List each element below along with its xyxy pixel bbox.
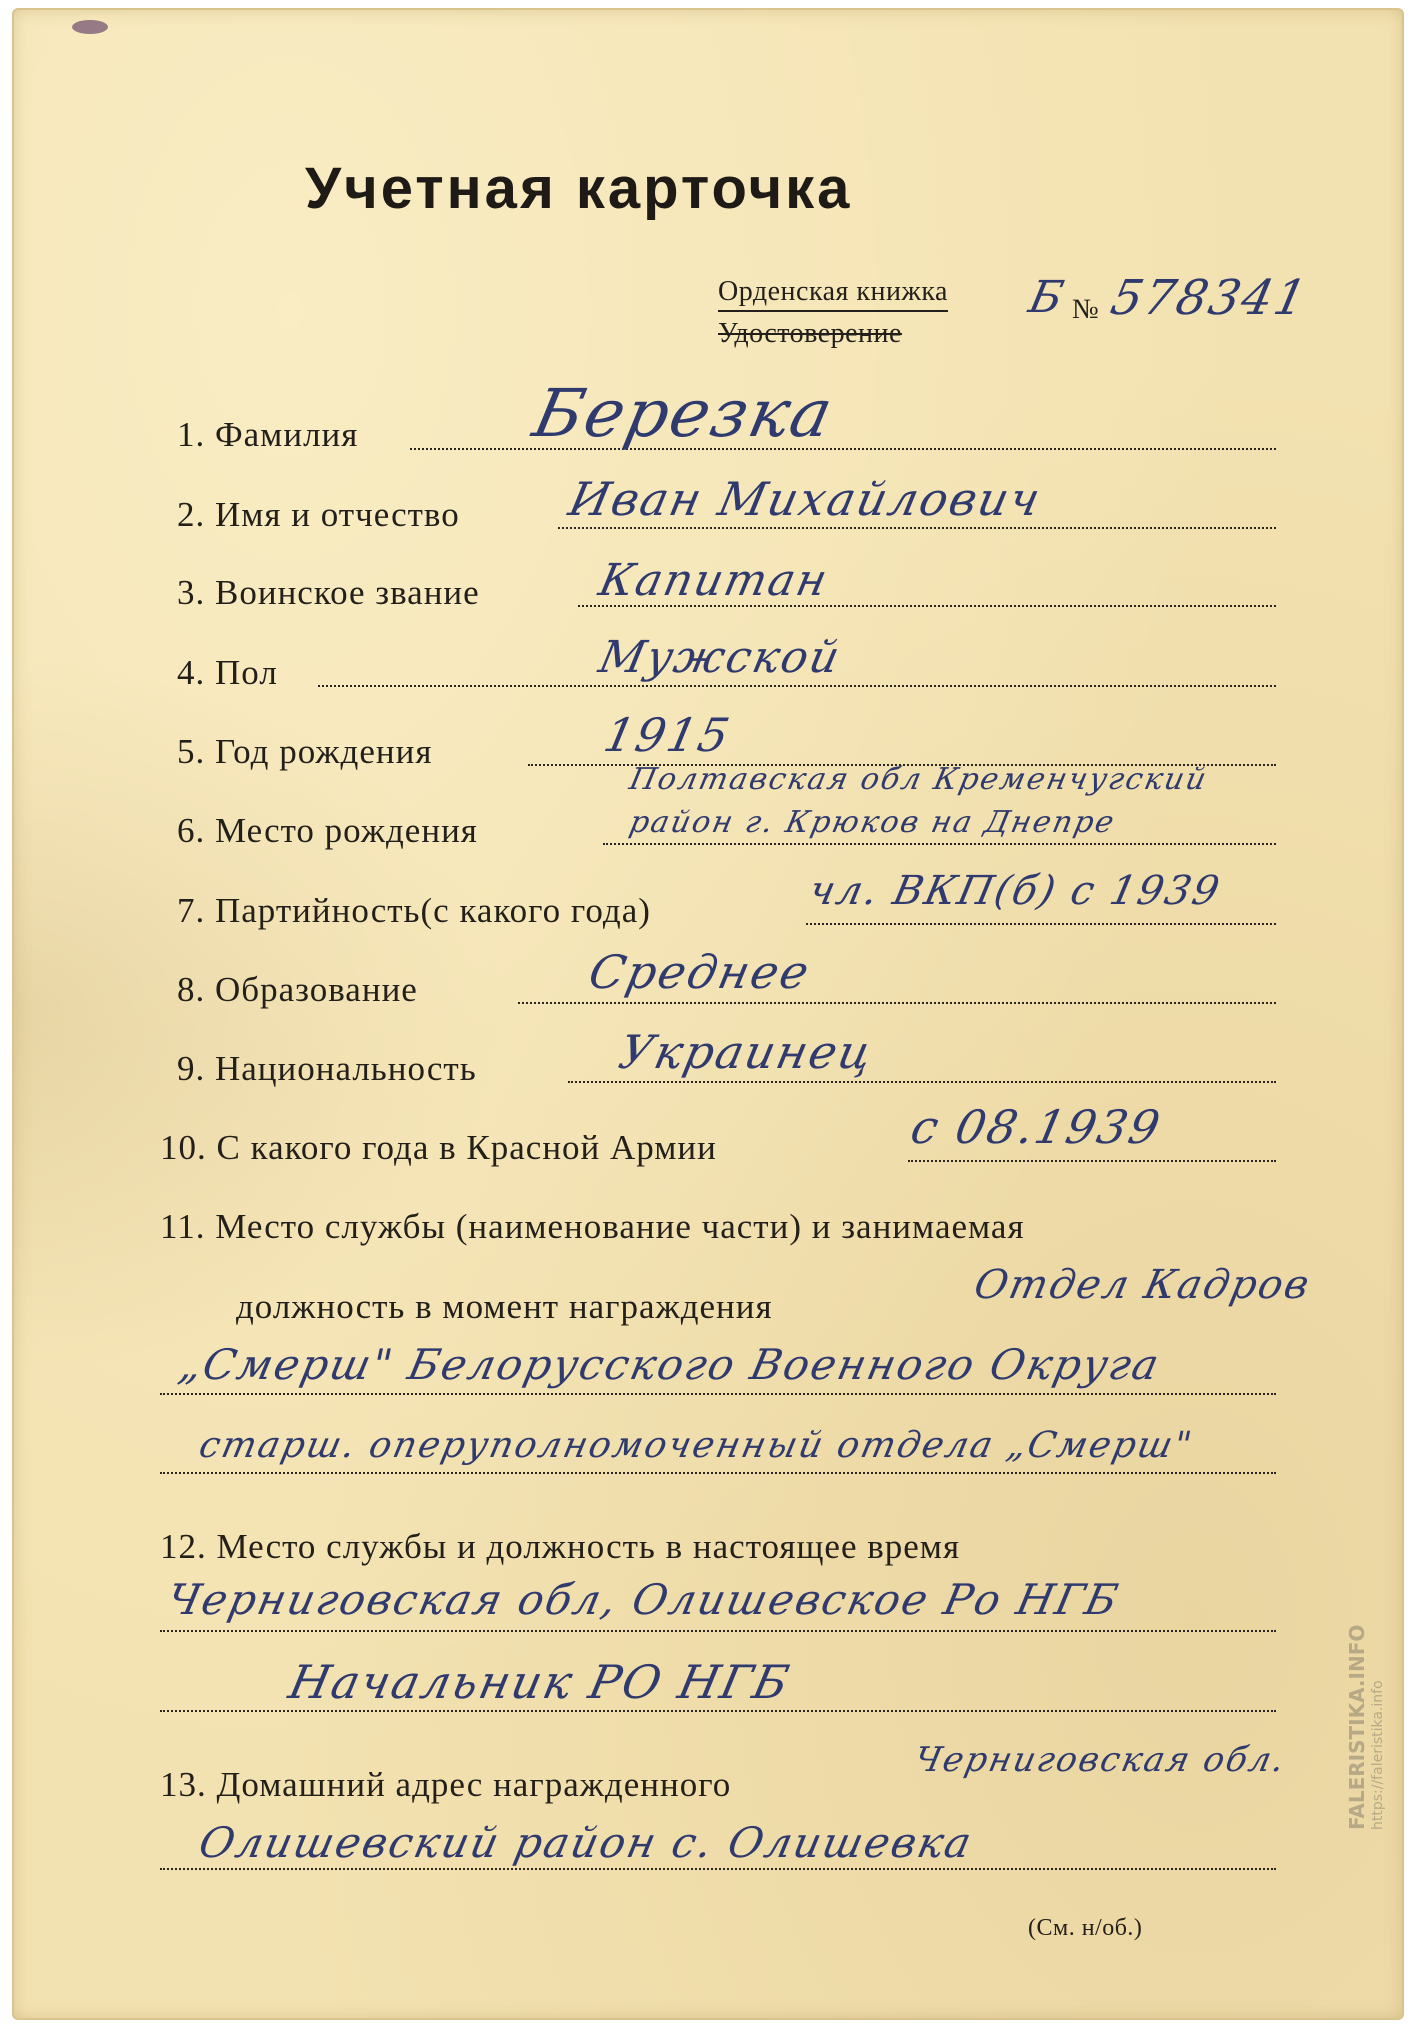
- field-sex-line: [318, 685, 1276, 687]
- field-rank-label: 3. Воинское звание: [177, 573, 480, 612]
- watermark-url: https://faleristika.info: [1370, 1680, 1386, 1830]
- number-sign: №: [1072, 294, 1100, 325]
- field-name-value: Иван Михайлович: [564, 472, 1047, 526]
- field-education-label: 8. Образование: [177, 970, 418, 1009]
- field-current-service-value-line2: Начальник РО НГБ: [284, 1655, 796, 1709]
- field-education-value: Среднее: [584, 945, 816, 999]
- field-army-since-value: с 08.1939: [906, 1100, 1167, 1154]
- field-name-label: 2. Имя и отчество: [177, 495, 460, 534]
- field-party-line: [806, 923, 1276, 925]
- field-service-value-line2: „Смерш" Белорусского Военного Округа: [174, 1340, 1165, 1389]
- booklet-series: Б: [1024, 272, 1070, 323]
- field-current-service-label: 12. Место службы и должность в настоящее время: [160, 1527, 961, 1566]
- field-surname-label: 1. Фамилия: [177, 415, 359, 454]
- field-address-value-line2: Олишевский район с. Олишевка: [194, 1818, 978, 1867]
- field-service-value-line3: старш. оперуполномоченный отдела „Смерш": [195, 1425, 1197, 1466]
- field-current-service-value-line1: Черниговская обл, Олишевское Ро НГБ: [162, 1575, 1124, 1624]
- field-address-line2: [160, 1868, 1276, 1870]
- field-birthplace-value: район г. Крюков на Днепре: [626, 805, 1119, 840]
- certificate-label: Удостоверение: [718, 318, 902, 349]
- field-education-line: [518, 1002, 1276, 1004]
- field-current-service-line2: [160, 1710, 1276, 1712]
- field-service-label-line1: 11. Место службы (наименование части) и занимаемая: [160, 1207, 1025, 1246]
- watermark-text: FALERISTIKA.INFO: [1345, 1624, 1369, 1830]
- order-booklet-label: Орденская книжка: [718, 276, 948, 312]
- field-birthplace-line: [603, 843, 1276, 845]
- field-nationality-label: 9. Национальность: [177, 1049, 477, 1088]
- booklet-number: 578341: [1106, 270, 1314, 326]
- field-nationality-value: Украинец: [614, 1025, 879, 1079]
- field-sex-value: Мужской: [594, 632, 846, 683]
- field-birth-year-label: 5. Год рождения: [177, 732, 433, 771]
- field-service-line2: [160, 1393, 1276, 1395]
- field-birthplace-label: 6. Место рождения: [177, 811, 478, 850]
- field-service-line3: [160, 1472, 1276, 1474]
- field-service-label: должность в момент награждения: [236, 1287, 773, 1326]
- field-sex-label: 4. Пол: [177, 653, 278, 692]
- field-rank-value: Капитан: [594, 555, 834, 606]
- field-army-since-line: [908, 1160, 1276, 1162]
- field-address-value: Черниговская обл.: [910, 1740, 1290, 1780]
- field-service-value: Отдел Кадров: [970, 1262, 1315, 1308]
- field-party-value: чл. ВКП(б) с 1939: [805, 868, 1226, 914]
- field-nationality-line: [568, 1081, 1276, 1083]
- field-address-label: 13. Домашний адрес награжденного: [160, 1765, 732, 1804]
- field-birthplace-value-line1: Полтавская обл Кременчугский: [626, 762, 1212, 797]
- field-current-service-line1: [160, 1630, 1276, 1632]
- field-party-label: 7. Партийность(с какого года): [177, 891, 651, 930]
- field-birth-year-value: 1915: [599, 708, 736, 762]
- field-army-since-label: 10. С какого года в Красной Армии: [160, 1128, 717, 1167]
- card-title: Учетная карточка: [305, 156, 853, 221]
- ink-stain: [72, 20, 108, 34]
- field-surname-value: Березка: [526, 375, 841, 452]
- see-reverse-note: (См. н/об.): [1028, 1915, 1143, 1941]
- field-name-line: [558, 527, 1276, 529]
